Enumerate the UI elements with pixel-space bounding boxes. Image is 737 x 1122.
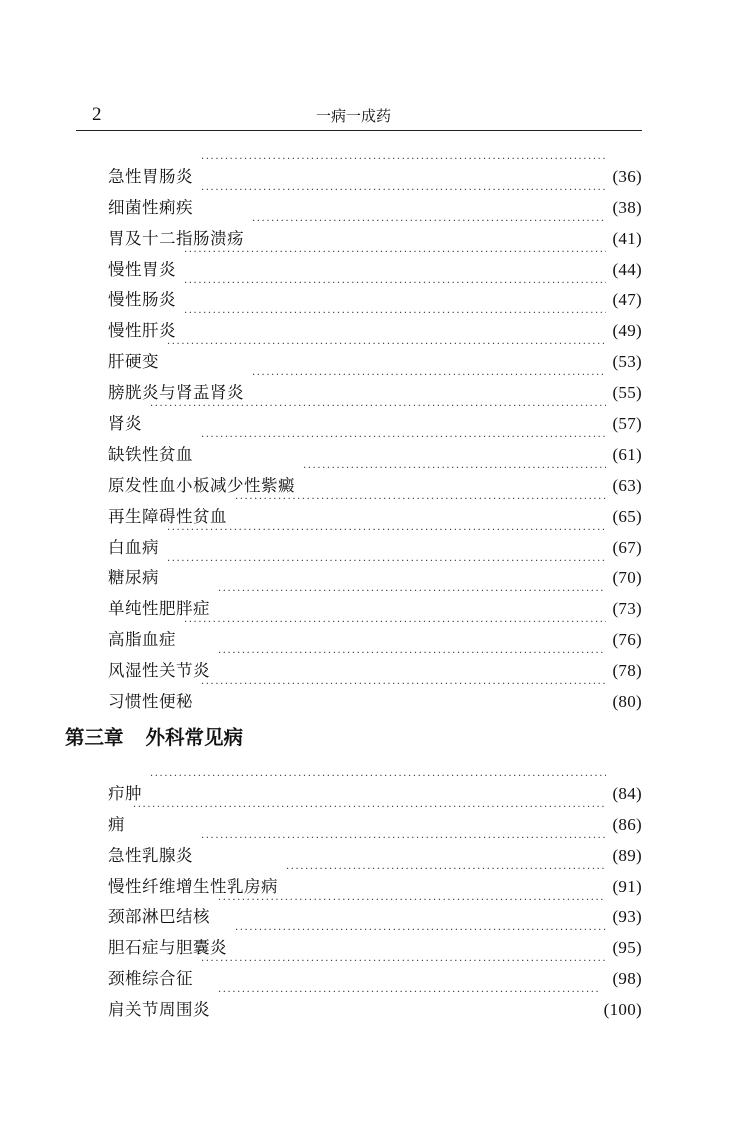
toc-entry[interactable] bbox=[108, 522, 642, 557]
toc-entry-title: 慢性肠炎 bbox=[108, 290, 176, 310]
toc-entry[interactable] bbox=[108, 645, 642, 681]
toc-entry[interactable] bbox=[108, 398, 642, 434]
toc-entry[interactable] bbox=[108, 336, 642, 372]
toc-entry-page: (76) bbox=[612, 630, 642, 650]
dot-leader bbox=[201, 830, 606, 861]
chapter-title: 外科常见病 bbox=[145, 726, 244, 749]
toc-entry[interactable] bbox=[108, 244, 642, 279]
toc-entry-title: 痈 bbox=[108, 814, 125, 834]
dot-leader bbox=[286, 861, 606, 892]
toc-entry-title: 糖尿病 bbox=[108, 568, 159, 588]
toc-entry[interactable] bbox=[108, 429, 642, 464]
toc-entry[interactable] bbox=[108, 367, 642, 403]
toc-entry-page: (67) bbox=[612, 537, 642, 557]
toc-entry-title: 肩关节周围炎 bbox=[108, 1000, 210, 1020]
dot-leader bbox=[218, 984, 598, 1015]
toc-entry[interactable] bbox=[108, 799, 642, 834]
toc-entry-page: (61) bbox=[612, 444, 642, 464]
toc-entry-page: (93) bbox=[612, 907, 642, 927]
dot-leader bbox=[150, 398, 606, 429]
dot-leader bbox=[252, 367, 606, 398]
dot-leader bbox=[150, 768, 606, 799]
dot-leader bbox=[303, 460, 606, 491]
toc-entry-title: 疖肿 bbox=[108, 783, 142, 803]
toc-entry[interactable] bbox=[108, 768, 642, 803]
toc-entry-page: (98) bbox=[612, 969, 642, 989]
toc-entry-title: 膀胱炎与肾盂肾炎 bbox=[108, 383, 244, 403]
toc-entry-title: 白血病 bbox=[108, 537, 159, 557]
toc-entry-page: (65) bbox=[612, 506, 642, 526]
toc-entry-title: 慢性纤维增生性乳房病 bbox=[108, 876, 278, 896]
toc-entry-page: (41) bbox=[612, 228, 642, 248]
toc-entry-title: 原发性血小板减少性紫癜 bbox=[108, 475, 295, 495]
dot-leader bbox=[167, 553, 606, 584]
toc-entry-title: 急性胃肠炎 bbox=[108, 166, 193, 186]
toc-entry-title: 胆石症与胆囊炎 bbox=[108, 938, 227, 958]
dot-leader bbox=[167, 522, 606, 553]
toc-entry-page: (89) bbox=[612, 845, 642, 865]
chapter-heading bbox=[65, 724, 243, 752]
dot-leader bbox=[201, 953, 606, 984]
dot-leader bbox=[201, 676, 606, 707]
toc-entry-page: (95) bbox=[612, 938, 642, 958]
toc-entry-page: (86) bbox=[612, 814, 642, 834]
toc-entry-page: (70) bbox=[612, 568, 642, 588]
toc-entry-page: (80) bbox=[612, 692, 642, 712]
toc-entry[interactable] bbox=[108, 583, 642, 619]
dot-leader bbox=[218, 892, 606, 923]
toc-entry-page: (36) bbox=[612, 166, 642, 186]
toc-entry-title: 细菌性痢疾 bbox=[108, 197, 193, 217]
toc-entry[interactable] bbox=[108, 830, 642, 865]
toc-entry-page: (38) bbox=[612, 197, 642, 217]
dot-leader bbox=[235, 491, 606, 522]
toc-entry[interactable] bbox=[108, 305, 642, 341]
dot-leader bbox=[235, 922, 606, 953]
dot-leader bbox=[201, 429, 606, 460]
toc-entry[interactable] bbox=[108, 614, 642, 650]
toc-entry-title: 慢性胃炎 bbox=[108, 259, 176, 279]
header-rule bbox=[76, 130, 642, 131]
toc-entry-title: 颈椎综合征 bbox=[108, 969, 193, 989]
dot-leader bbox=[133, 799, 606, 830]
toc-entry-title: 颈部淋巴结核 bbox=[108, 907, 210, 927]
toc-entry-page: (47) bbox=[612, 290, 642, 310]
toc-entry-title: 单纯性肥胖症 bbox=[108, 599, 210, 619]
toc-entry-page: (91) bbox=[612, 876, 642, 896]
toc-entry[interactable] bbox=[108, 553, 642, 588]
toc-entry-page: (57) bbox=[612, 414, 642, 434]
toc-list-internal-medicine bbox=[108, 151, 642, 712]
toc-entry-title: 高脂血症 bbox=[108, 630, 176, 650]
dot-leader bbox=[184, 275, 606, 306]
toc-entry-page: (63) bbox=[612, 475, 642, 495]
toc-entry-title: 缺铁性贫血 bbox=[108, 444, 193, 464]
toc-entry-page: (78) bbox=[612, 661, 642, 681]
toc-entry-page: (84) bbox=[612, 783, 642, 803]
toc-entry-page: (55) bbox=[612, 383, 642, 403]
dot-leader bbox=[184, 305, 606, 336]
toc-entry-page: (49) bbox=[612, 321, 642, 341]
toc-entry-title: 习惯性便秘 bbox=[108, 692, 193, 712]
toc-entry-title: 肾炎 bbox=[108, 414, 142, 434]
dot-leader bbox=[201, 182, 606, 213]
dot-leader bbox=[201, 151, 606, 182]
toc-entry[interactable] bbox=[108, 151, 642, 186]
toc-entry-page: (100) bbox=[603, 1000, 642, 1020]
toc-entry-title: 胃及十二指肠溃疡 bbox=[108, 228, 244, 248]
dot-leader bbox=[184, 244, 606, 275]
toc-entry-page: (44) bbox=[612, 259, 642, 279]
toc-entry-title: 再生障碍性贫血 bbox=[108, 506, 227, 526]
dot-leader bbox=[167, 336, 606, 367]
running-title: 一病一成药 bbox=[316, 107, 392, 125]
toc-entry-title: 慢性肝炎 bbox=[108, 321, 176, 341]
page-number: 2 bbox=[92, 104, 102, 125]
dot-leader bbox=[252, 213, 606, 244]
toc-entry-title: 肝硬变 bbox=[108, 352, 159, 372]
toc-entry-title: 风湿性关节炎 bbox=[108, 661, 210, 681]
dot-leader bbox=[218, 583, 606, 614]
dot-leader bbox=[218, 645, 606, 676]
dot-leader bbox=[184, 614, 606, 645]
toc-entry-page: (53) bbox=[612, 352, 642, 372]
chapter-number: 第三章 bbox=[65, 726, 124, 749]
toc-entry[interactable] bbox=[108, 275, 642, 310]
toc-entry-title: 急性乳腺炎 bbox=[108, 845, 193, 865]
toc-list-surgery bbox=[108, 768, 642, 1020]
toc-entry-page: (73) bbox=[612, 599, 642, 619]
